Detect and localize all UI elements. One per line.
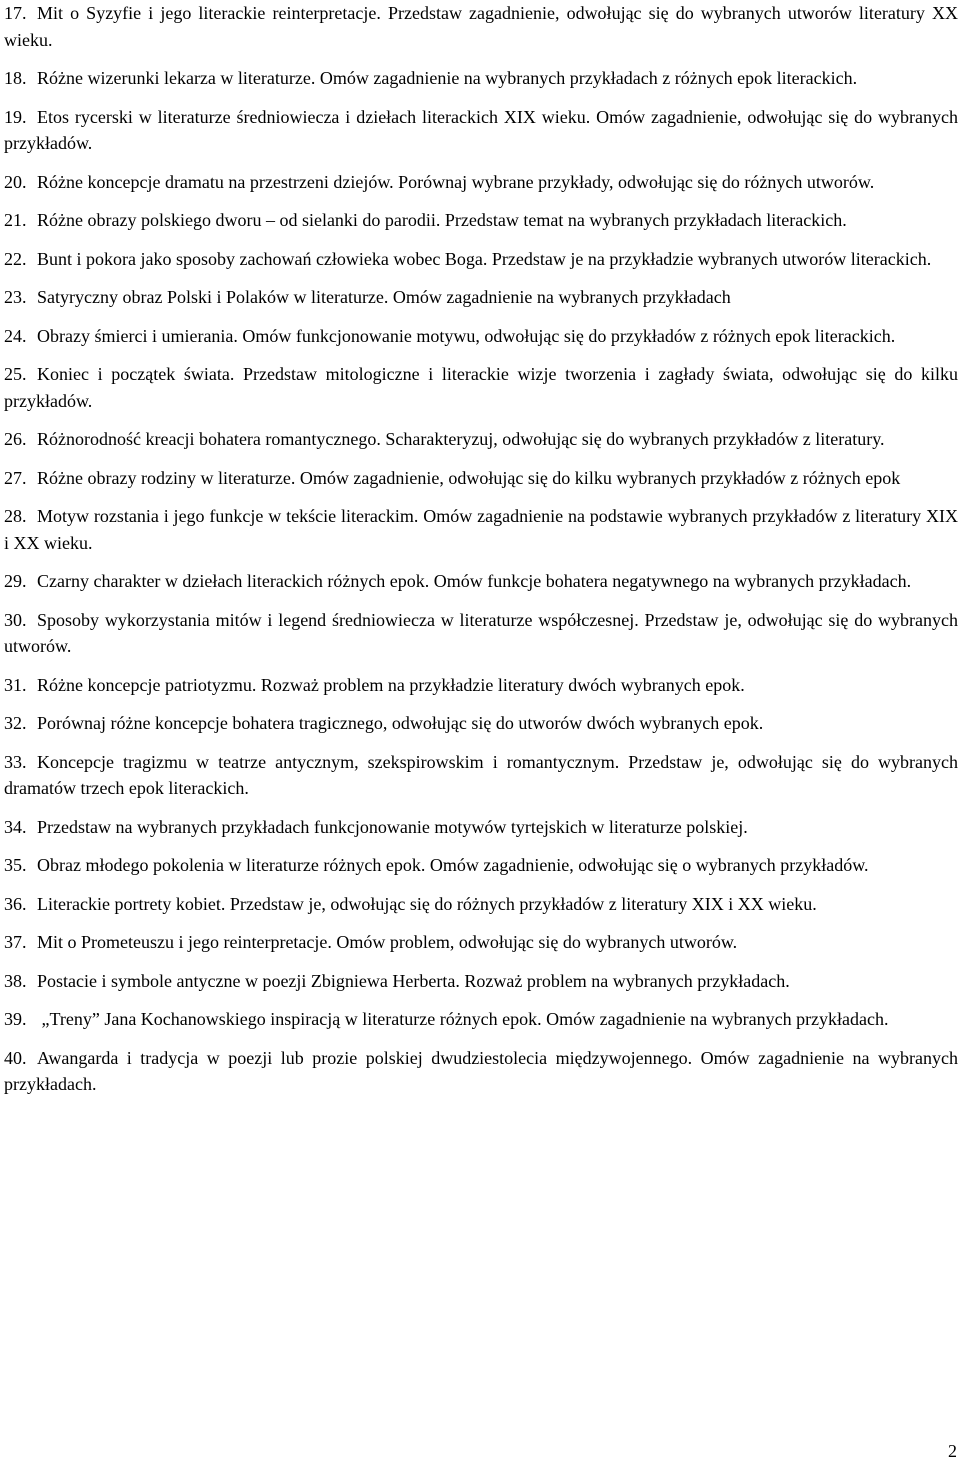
item-text: Motyw rozstania i jego funkcje w tekście literackim. Omów zagadnienie na podstawie wybranych przykładów z literatury XIX i XX wieku. <box>4 506 958 553</box>
list-item <box>4 1045 958 1098</box>
item-number: 40. <box>4 1047 27 1068</box>
list-item <box>4 169 958 196</box>
item-text: Etos rycerski w literaturze średniowiecza i dziełach literackich XIX wieku. Omów zagadnienie, odwołując się do wybranych przykładów. <box>4 106 958 153</box>
list-item <box>4 1006 958 1033</box>
item-text: Obrazy śmierci i umierania. Omów funkcjonowanie motywu, odwołując się do przykładów z różnych epok literackich. <box>37 325 896 346</box>
list-item <box>4 968 958 995</box>
item-number: 30. <box>4 609 27 630</box>
item-number: 21. <box>4 210 27 230</box>
item-text: Awangarda i tradycja w poezji lub prozie polskiej dwudziestolecia międzywojennego. Omów zagadnienie na wybranych przykładach. <box>4 1047 958 1094</box>
item-text: Sposoby wykorzystania mitów i legend średniowiecza w literaturze współczesnej. Przedstaw je, odwołując się do wybranych utworów. <box>4 609 958 656</box>
item-number: 26. <box>4 429 27 449</box>
item-text: Satyryczny obraz Polski i Polaków w literaturze. Omów zagadnienie na wybranych przykładach <box>37 287 731 307</box>
list-item <box>4 749 958 802</box>
list-item <box>4 65 958 92</box>
item-number: 17. <box>4 3 27 23</box>
list-item <box>4 568 958 595</box>
item-text: „Treny” Jana Kochanowskiego inspiracją w literaturze różnych epok. Omów zagadnienie na wybranych przykładach. <box>37 1009 889 1029</box>
list-item <box>4 361 958 414</box>
item-text: Przedstaw na wybranych przykładach funkcjonowanie motywów tyrtejskich w literaturze polskiej. <box>37 816 748 837</box>
item-text: Różne koncepcje dramatu na przestrzeni dziejów. Porównaj wybrane przykłady, odwołując się do różnych utworów. <box>37 171 875 192</box>
list-item <box>4 246 958 273</box>
list-item <box>4 607 958 660</box>
item-text: Postacie i symbole antyczne w poezji Zbigniewa Herberta. Rozważ problem na wybranych przykładach. <box>37 970 790 991</box>
item-number: 18. <box>4 68 27 88</box>
list-item <box>4 503 958 556</box>
item-number: 23. <box>4 287 27 307</box>
item-number: 34. <box>4 816 27 837</box>
item-number: 27. <box>4 467 27 488</box>
item-number: 38. <box>4 970 27 991</box>
item-text: Koniec i początek świata. Przedstaw mitologiczne i literackie wizje tworzenia i zagłady świata, odwołując się do kilku przykładów. <box>4 364 958 411</box>
item-text: Różnorodność kreacji bohatera romantycznego. Scharakteryzuj, odwołując się do wybranych przykładów z literatury. <box>37 429 885 449</box>
item-text: Mit o Syzyfie i jego literackie reinterpretacje. Przedstaw zagadnienie, odwołując się do wybranych utworów literatury XX wieku. <box>4 3 958 50</box>
list-item <box>4 465 958 492</box>
item-number: 32. <box>4 713 27 733</box>
item-number: 28. <box>4 506 27 526</box>
topic-list <box>4 0 958 1110</box>
item-number: 22. <box>4 248 27 269</box>
list-item <box>4 929 958 956</box>
item-number: 36. <box>4 893 27 914</box>
list-item <box>4 891 958 918</box>
item-number: 33. <box>4 751 27 772</box>
list-item <box>4 284 958 311</box>
item-text: Różne wizerunki lekarza w literaturze. Omów zagadnienie na wybranych przykładach z różnych epok literackich. <box>37 68 858 88</box>
list-item <box>4 814 958 841</box>
item-text: Czarny charakter w dziełach literackich różnych epok. Omów funkcje bohatera negatywnego na wybranych przykładach. <box>37 571 912 591</box>
item-number: 35. <box>4 855 27 875</box>
list-item <box>4 104 958 157</box>
item-number: 25. <box>4 364 27 384</box>
item-text: Literackie portrety kobiet. Przedstaw je, odwołując się do różnych przykładów z literatury XIX i XX wieku. <box>37 893 817 914</box>
list-item <box>4 207 958 234</box>
item-text: Różne koncepcje patriotyzmu. Rozważ problem na przykładzie literatury dwóch wybranych epok. <box>37 674 745 695</box>
item-number: 20. <box>4 171 27 192</box>
item-text: Obraz młodego pokolenia w literaturze różnych epok. Omów zagadnienie, odwołując się o wybranych przykładów. <box>37 855 869 875</box>
item-text: Bunt i pokora jako sposoby zachowań człowieka wobec Boga. Przedstaw je na przykładzie wybranych utworów literackich. <box>37 248 932 269</box>
list-item <box>4 852 958 879</box>
item-number: 39. <box>4 1009 27 1029</box>
list-item <box>4 710 958 737</box>
page-number: 2 <box>948 1441 957 1461</box>
list-item <box>4 0 958 53</box>
list-item <box>4 323 958 350</box>
item-text: Porównaj różne koncepcje bohatera tragicznego, odwołując się do utworów dwóch wybranych epok. <box>37 713 764 733</box>
item-number: 31. <box>4 674 27 695</box>
item-text: Różne obrazy polskiego dworu – od sielanki do parodii. Przedstaw temat na wybranych przykładach literackich. <box>37 210 847 230</box>
list-item <box>4 426 958 453</box>
item-number: 24. <box>4 325 27 346</box>
item-text: Koncepcje tragizmu w teatrze antycznym, szekspirowskim i romantycznym. Przedstaw je, odwołując się do wybranych dramatów trzech epok literackich. <box>4 751 958 798</box>
item-number: 29. <box>4 571 27 591</box>
item-number: 37. <box>4 932 27 952</box>
item-text: Różne obrazy rodziny w literaturze. Omów zagadnienie, odwołując się do kilku wybranych przykładów z różnych epok <box>37 467 901 488</box>
list-item <box>4 672 958 699</box>
item-text: Mit o Prometeuszu i jego reinterpretacje. Omów problem, odwołując się do wybranych utworów. <box>37 932 738 952</box>
item-number: 19. <box>4 106 27 127</box>
